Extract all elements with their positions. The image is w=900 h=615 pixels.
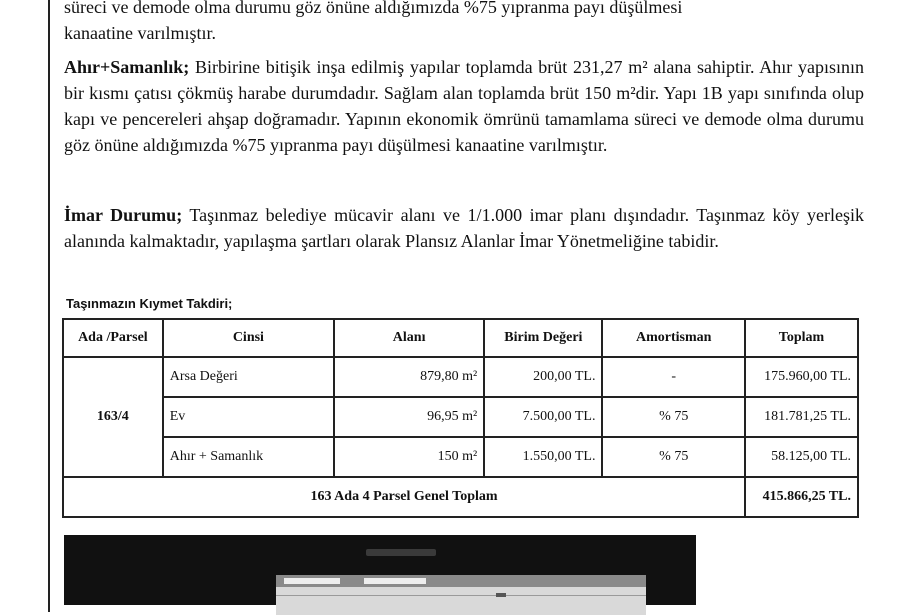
cell-total: 181.781,25 TL. — [745, 397, 858, 437]
header-kind: Cinsi — [163, 319, 334, 357]
barn-text: Birbirine bitişik inşa edilmiş yapılar toplamda brüt 231,27 m² alana sahiptir. Ahır yapısının bir kısmı çatısı çökmüş harabe durumdadır. Sağlam alan toplamda brüt 150 m²dir. Yapı 1B yapı sınıfında olup kapı ve pencereleri ahşap doğramadır. Yapının ekonomik ömrünü tamamlama süreci ve demode olma durumu göz önüne aldığımızda %75 yıpranma payı düşülmesi kanaatine varılmıştır. — [64, 57, 865, 155]
parcel-cell: 163/4 — [63, 357, 163, 477]
cell-kind: Ev — [163, 397, 334, 437]
barn-label: Ahır+Samanlık; — [64, 57, 190, 77]
embedded-screenshot-image — [64, 535, 696, 605]
cell-depreciation: - — [602, 357, 745, 397]
header-depreciation: Amortisman — [602, 319, 745, 357]
zoning-text: Taşınmaz belediye mücavir alanı ve 1/1.000 imar planı dışındadır. Taşınmaz köy yerleşik alanında kalmaktadır, yapılaşma şartları olarak Plansız Alanlar İmar Yönetmeliğine tabidir. — [64, 205, 864, 251]
zoning-label: İmar Durumu; — [64, 205, 183, 225]
header-parcel: Ada /Parsel — [63, 319, 163, 357]
screenshot-title-bar — [366, 549, 436, 556]
intro-line-2: kanaatine varılmıştır. — [64, 23, 216, 43]
grand-total-label: 163 Ada 4 Parsel Genel Toplam — [63, 477, 745, 517]
screenshot-cell — [364, 578, 426, 584]
grand-total-value: 415.866,25 TL. — [745, 477, 858, 517]
table-caption: Taşınmazın Kıymet Takdiri; — [66, 296, 233, 311]
screenshot-mark — [496, 593, 506, 597]
header-total: Toplam — [745, 319, 858, 357]
zoning-paragraph — [64, 202, 864, 254]
cell-unit-value: 7.500,00 TL. — [484, 397, 602, 437]
barn-paragraph — [64, 54, 864, 158]
grand-total-row — [63, 477, 858, 517]
cell-unit-value: 1.550,00 TL. — [484, 437, 602, 477]
table-row — [63, 397, 858, 437]
screenshot-divider — [276, 595, 646, 596]
table-header-row — [63, 319, 858, 357]
screenshot-cell — [284, 578, 340, 584]
intro-paragraph — [64, 0, 864, 46]
cell-total: 175.960,00 TL. — [745, 357, 858, 397]
table-row — [63, 357, 858, 397]
cell-area: 150 m² — [334, 437, 484, 477]
intro-line-1: süreci ve demode olma durumu göz önüne aldığımızda %75 yıpranma payı düşülmesi — [64, 0, 683, 17]
cell-unit-value: 200,00 TL. — [484, 357, 602, 397]
header-unit-value: Birim Değeri — [484, 319, 602, 357]
header-area: Alanı — [334, 319, 484, 357]
cell-depreciation: % 75 — [602, 437, 745, 477]
cell-kind: Ahır + Samanlık — [163, 437, 334, 477]
cell-area: 879,80 m² — [334, 357, 484, 397]
cell-total: 58.125,00 TL. — [745, 437, 858, 477]
cell-depreciation: % 75 — [602, 397, 745, 437]
cell-kind: Arsa Değeri — [163, 357, 334, 397]
table-row — [63, 437, 858, 477]
cell-area: 96,95 m² — [334, 397, 484, 437]
valuation-table — [62, 318, 859, 518]
